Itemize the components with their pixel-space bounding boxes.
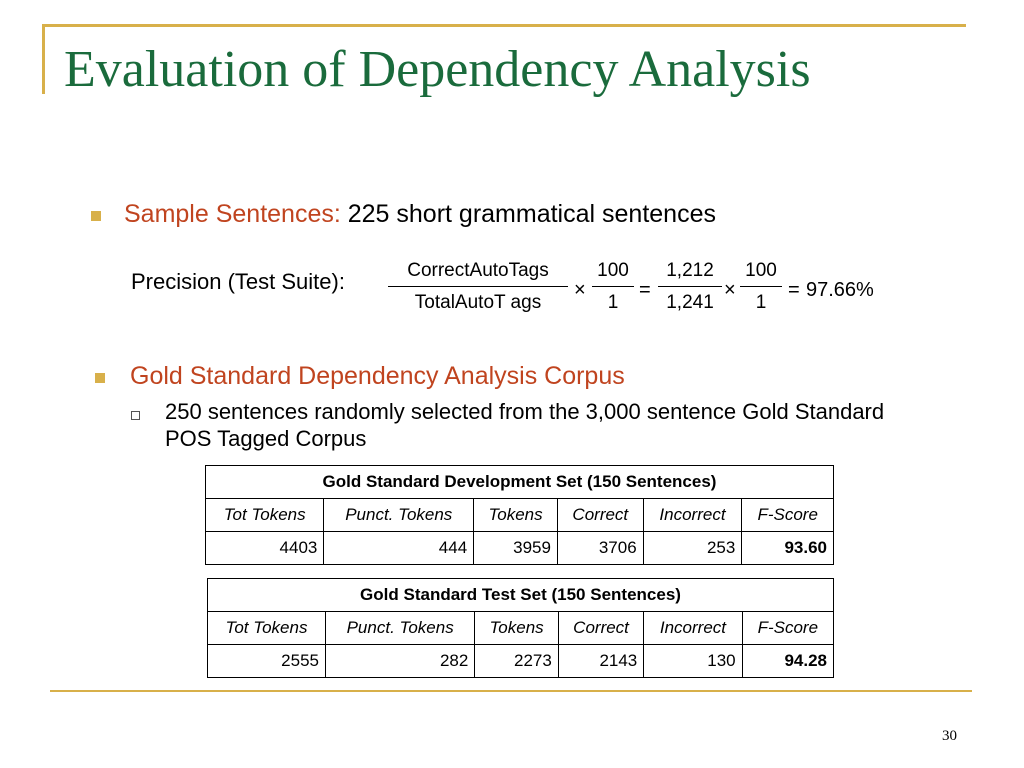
fraction-1212-1241: [658, 260, 722, 314]
sample-sentences-label: Sample Sentences:: [124, 200, 341, 228]
table-title-row: [206, 466, 834, 499]
test-set-title: Gold Standard Test Set (150 Sentences): [208, 579, 834, 612]
column-header: Tokens: [474, 499, 558, 532]
table-cell: 3706: [557, 532, 643, 565]
column-header: Correct: [557, 499, 643, 532]
column-header: Punct. Tokens: [324, 499, 474, 532]
fraction-denominator: TotalAutoT ags: [414, 292, 542, 313]
table-cell: 253: [643, 532, 742, 565]
table-cell: 2273: [475, 645, 559, 678]
fraction-denominator: 1,241: [666, 292, 714, 313]
page-number: 30: [942, 728, 957, 744]
gold-corpus-description: 250 sentences randomly selected from the 3,000 sentence Gold Standard POS Tagged Corpus: [165, 399, 885, 451]
sample-sentences-line: [124, 200, 716, 229]
table-title-row: [208, 579, 834, 612]
gold-corpus-heading: Gold Standard Dependency Analysis Corpus: [130, 362, 625, 390]
dev-set-table: [205, 465, 834, 565]
square-bullet-icon: [91, 211, 101, 221]
table-header-row: [206, 499, 834, 532]
fraction-100-1: [740, 260, 782, 314]
table-cell: 2143: [558, 645, 643, 678]
fraction-bar: [592, 286, 634, 287]
frame-vertical-rule: [42, 24, 45, 94]
fraction-denominator: 1: [755, 292, 767, 313]
column-header: Tokens: [475, 612, 559, 645]
table-header-row: [208, 612, 834, 645]
column-header: Incorrect: [643, 499, 742, 532]
square-bullet-icon: [95, 373, 105, 383]
precision-result: 97.66%: [806, 279, 874, 301]
sample-sentences-text: 225 short grammatical sentences: [340, 200, 716, 228]
table-row: [208, 645, 834, 678]
table-cell: 4403: [206, 532, 324, 565]
frame-horizontal-rule: [42, 24, 966, 27]
fraction-bar: [388, 286, 568, 287]
table-row: [206, 532, 834, 565]
column-header: Tot Tokens: [206, 499, 324, 532]
fraction-bar: [658, 286, 722, 287]
f-score-cell: 93.60: [742, 532, 834, 565]
fraction-denominator: 1: [607, 292, 619, 313]
fraction-numerator: 100: [745, 260, 777, 281]
column-header: Punct. Tokens: [326, 612, 475, 645]
column-header: F-Score: [742, 612, 833, 645]
table-cell: 2555: [208, 645, 326, 678]
table-cell: 282: [326, 645, 475, 678]
footer-rule: [50, 690, 972, 692]
column-header: Incorrect: [644, 612, 742, 645]
times-sign: ×: [724, 279, 736, 301]
fraction-numerator: CorrectAutoTags: [407, 260, 549, 281]
column-header: F-Score: [742, 499, 834, 532]
fraction-numerator: 1,212: [666, 260, 714, 281]
equals-sign: =: [639, 279, 651, 301]
times-sign: ×: [574, 279, 586, 301]
slide-title: Evaluation of Dependency Analysis: [64, 41, 811, 98]
table-cell: 444: [324, 532, 474, 565]
fraction-correct-total: [388, 260, 568, 314]
column-header: Tot Tokens: [208, 612, 326, 645]
fraction-bar: [740, 286, 782, 287]
fraction-100-1: [592, 260, 634, 314]
column-header: Correct: [558, 612, 643, 645]
hollow-square-bullet-icon: [131, 411, 140, 420]
fraction-numerator: 100: [597, 260, 629, 281]
dev-set-title: Gold Standard Development Set (150 Sentences): [206, 466, 834, 499]
test-set-table: [207, 578, 834, 678]
table-cell: 130: [644, 645, 742, 678]
equals-sign: =: [788, 279, 800, 301]
table-cell: 3959: [474, 532, 558, 565]
precision-label: Precision (Test Suite):: [131, 269, 345, 294]
f-score-cell: 94.28: [742, 645, 833, 678]
